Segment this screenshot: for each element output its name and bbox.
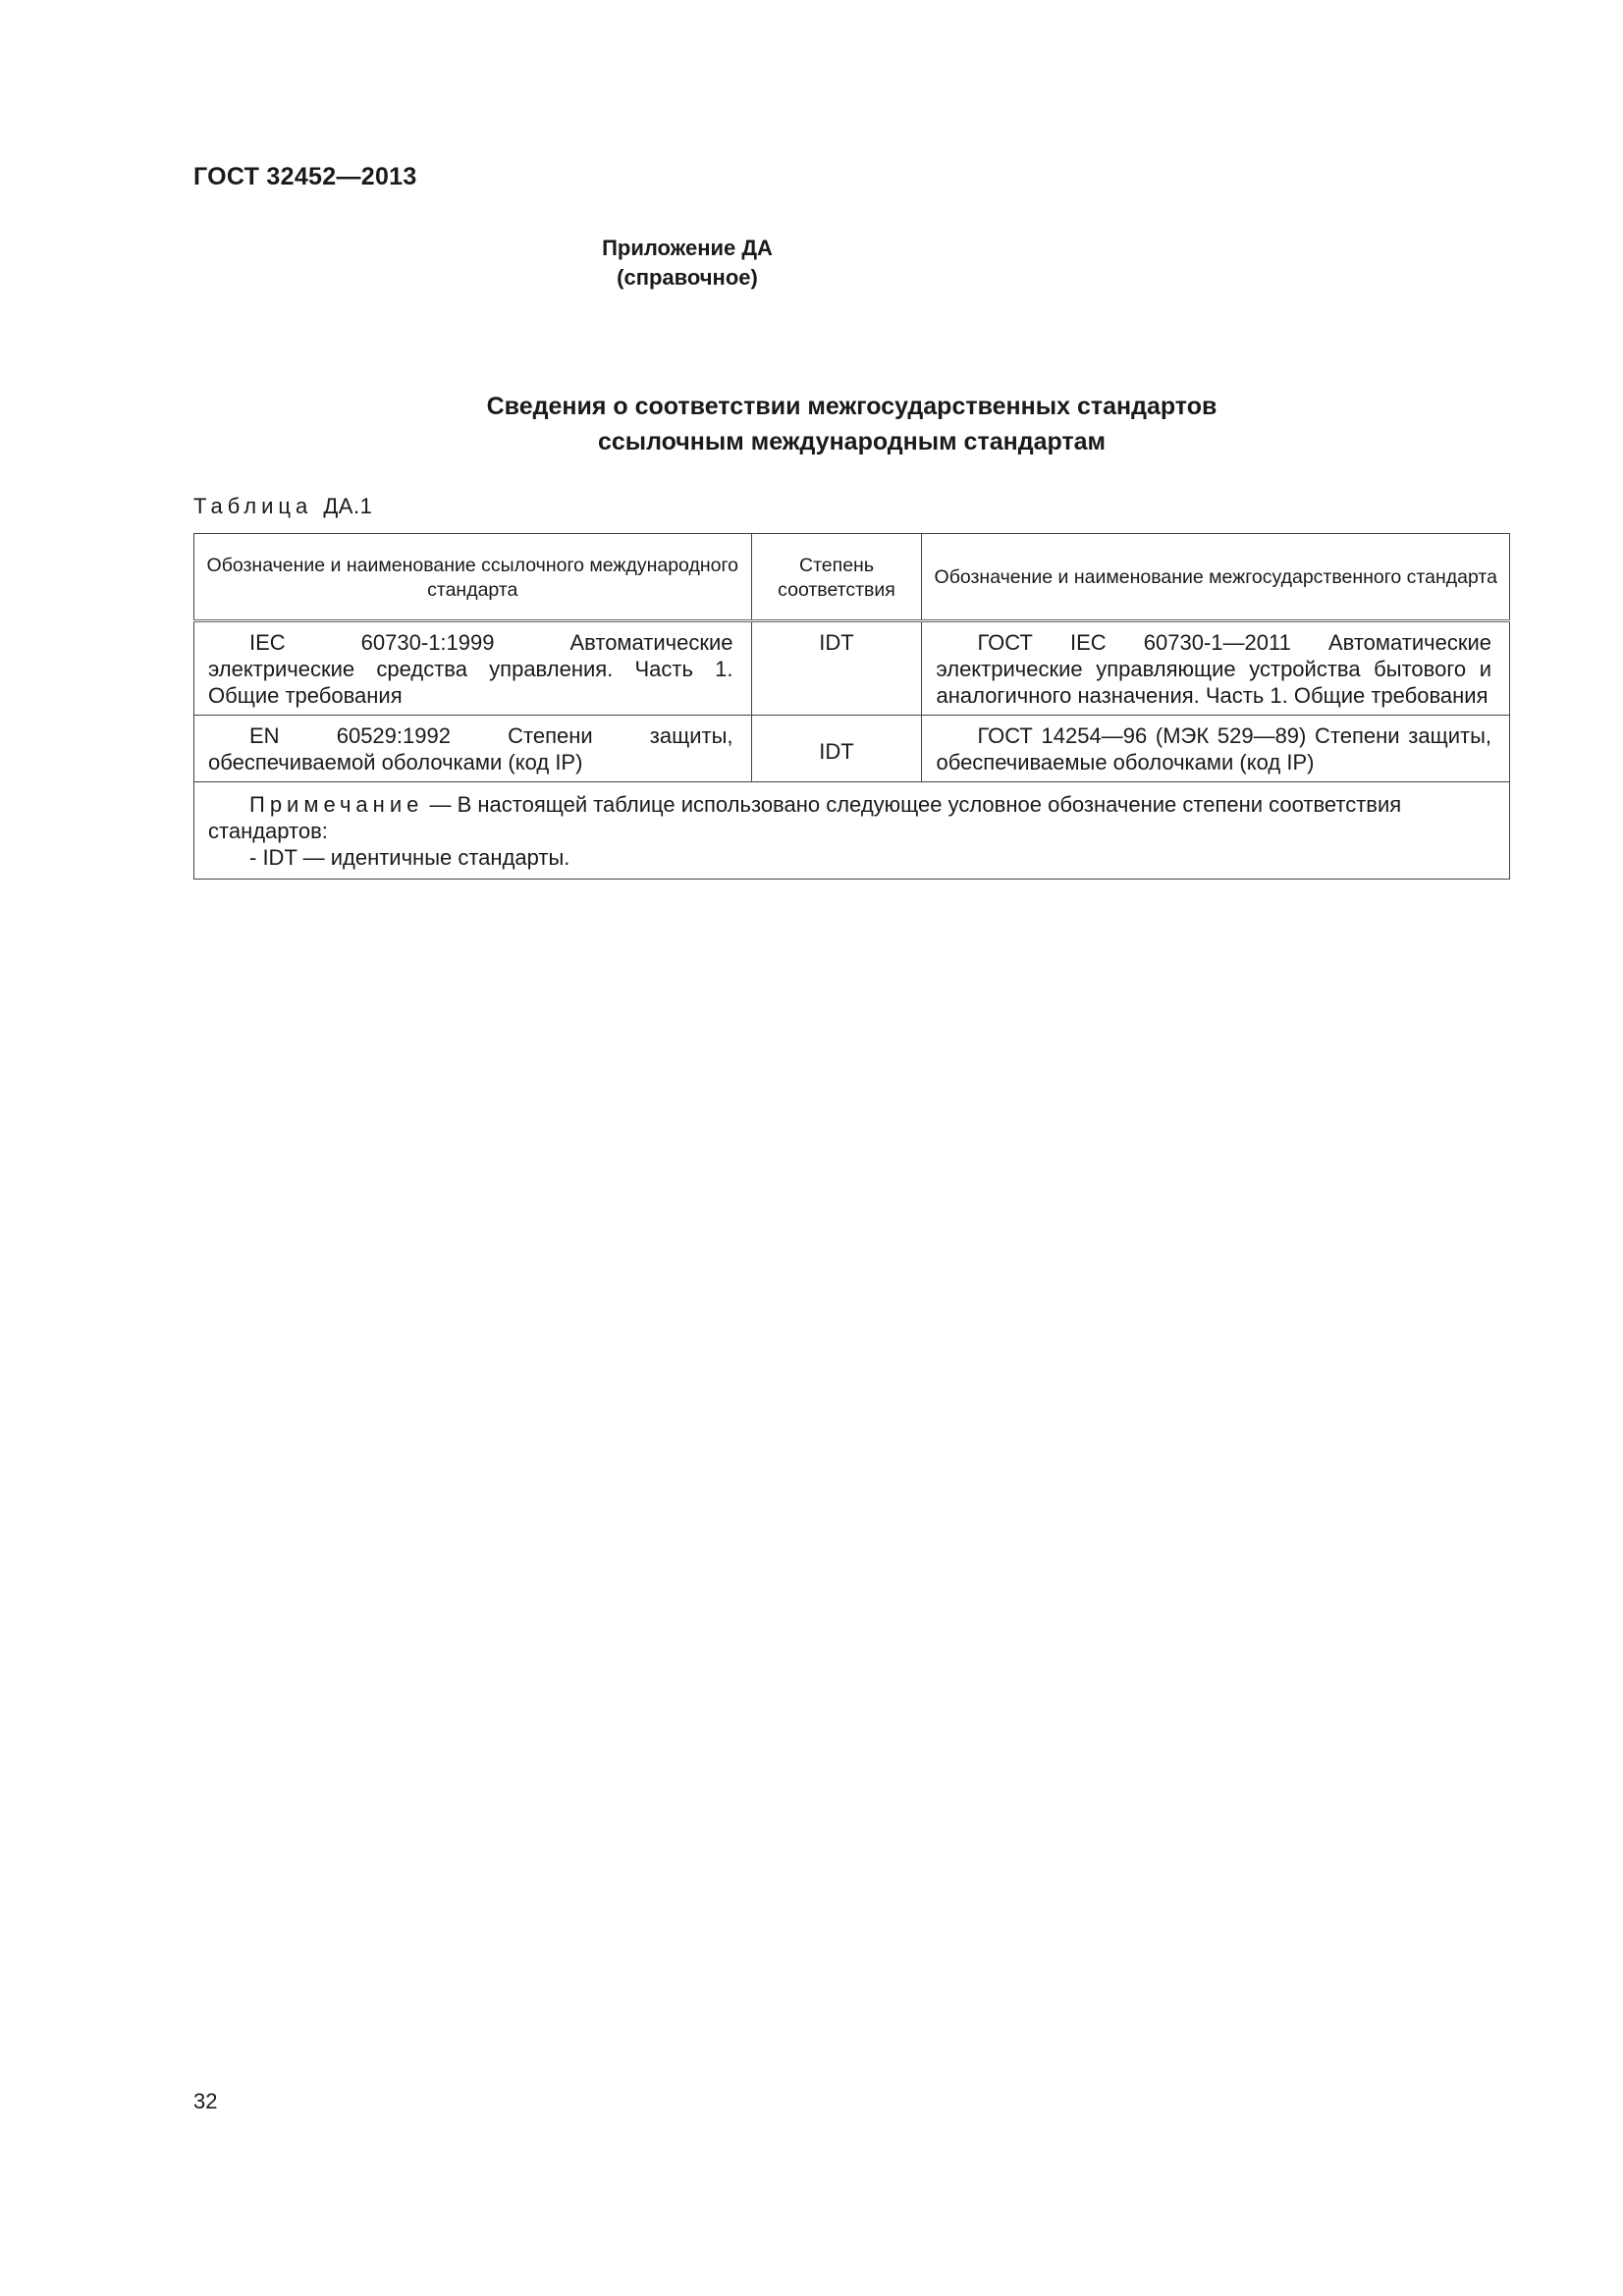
page-number: 32 <box>193 2089 218 2113</box>
appendix-heading <box>412 234 962 293</box>
column-header-degree: Степень соответствия <box>751 534 922 621</box>
interstate-standard-text: ГОСТ 14254—96 (МЭК 529—89) Степени защиты, обеспечиваемые оболочками (код IP) <box>936 723 1491 774</box>
column-header-interstate: Обозначение и наименование межгосударственного стандарта <box>922 534 1510 621</box>
section-title-line-1: Сведения о соответствии межгосударственных стандартов <box>486 393 1217 420</box>
table-caption-label: Таблица <box>193 494 313 518</box>
interstate-standard-cell <box>922 621 1510 716</box>
section-title-line-2: ссылочным международным стандартам <box>597 428 1107 455</box>
international-standard-cell <box>194 716 752 782</box>
table-caption-number: ДА.1 <box>323 494 373 518</box>
note-list-item: - IDT — идентичные стандарты. <box>249 845 570 870</box>
appendix-kind: (справочное) <box>617 265 758 290</box>
degree-cell: IDT <box>751 716 922 782</box>
interstate-standard-cell <box>922 716 1510 782</box>
interstate-standard-text: ГОСТ IEC 60730-1—2011 Автоматические электрические управляющие устройства бытового и аналогичного назначения. Часть 1. Общие требования <box>936 630 1491 708</box>
note-label: Примечание <box>249 792 424 817</box>
table-note-row <box>194 782 1510 880</box>
international-standard-text: IEC 60730-1:1999 Автоматические электрические средства управления. Часть 1. Общие требования <box>208 630 733 708</box>
note-text: — В настоящей таблице использовано следующее условное обозначение степени соответствия стандартов: <box>208 792 1402 843</box>
note-paragraph <box>208 791 1495 844</box>
standards-table <box>193 533 1510 880</box>
table-header-row <box>194 534 1510 621</box>
table-caption <box>193 494 372 519</box>
degree-cell: IDT <box>751 621 922 716</box>
column-header-international: Обозначение и наименование ссылочного международного стандарта <box>194 534 752 621</box>
international-standard-text: EN 60529:1992 Степени защиты, обеспечиваемой оболочками (код IP) <box>208 723 733 774</box>
appendix-title: Приложение ДА <box>602 236 773 260</box>
section-title <box>193 389 1510 459</box>
table-note <box>194 782 1510 880</box>
table-row <box>194 716 1510 782</box>
table-row <box>194 621 1510 716</box>
document-code: ГОСТ 32452—2013 <box>193 163 417 190</box>
international-standard-cell <box>194 621 752 716</box>
